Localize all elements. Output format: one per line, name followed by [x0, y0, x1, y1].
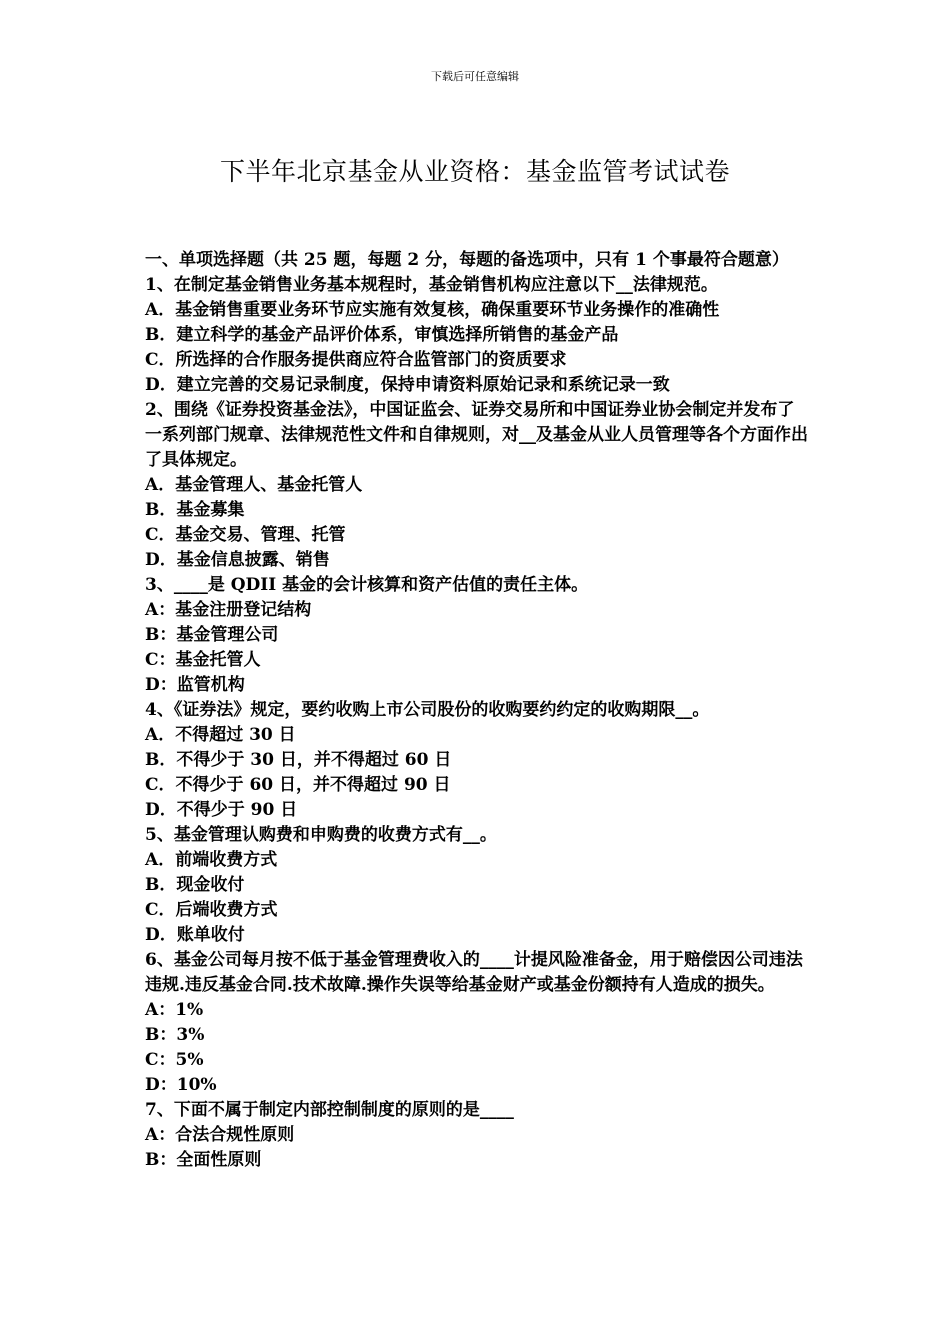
- document-title: 下半年北京基金从业资格：基金监管考试试卷: [219, 157, 730, 186]
- question-1-option-b: B．建立科学的基金产品评价体系，审慎选择所销售的基金产品: [145, 325, 619, 345]
- question-1-option-d: D．建立完善的交易记录制度，保持申请资料原始记录和系统记录一致: [145, 375, 670, 395]
- question-6-option-b: B：3%: [145, 1025, 205, 1045]
- question-1-option-a: A．基金销售重要业务环节应实施有效复核，确保重要环节业务操作的准确性: [145, 300, 720, 320]
- question-3: 3、____是 QDII 基金的会计核算和资产估值的责任主体。: [145, 575, 589, 595]
- question-5-option-b: B．现金收付: [145, 875, 245, 895]
- question-3-option-c: C：基金托管人: [145, 650, 261, 670]
- exam-content: [145, 248, 810, 1173]
- question-1: 1、在制定基金销售业务基本规程时，基金销售机构应注意以下__法律规范。: [145, 275, 718, 295]
- question-7: 7、下面不属于制定内部控制制度的原则的是____: [145, 1100, 514, 1120]
- question-5-option-d: D．账单收付: [145, 925, 245, 945]
- question-2-option-b: B．基金募集: [145, 500, 245, 520]
- question-3-option-d: D：监管机构: [145, 675, 245, 695]
- question-6-option-d: D：10%: [145, 1075, 217, 1095]
- question-3-option-b: B：基金管理公司: [145, 625, 279, 645]
- question-7-option-b: B：全面性原则: [145, 1150, 262, 1170]
- question-1-option-c: C．所选择的合作服务提供商应符合监管部门的资质要求: [145, 350, 567, 370]
- question-5: 5、基金管理认购费和申购费的收费方式有__。: [145, 825, 497, 845]
- question-5-option-c: C．后端收费方式: [145, 900, 278, 920]
- question-4-option-b: B．不得少于 30 日，并不得超过 60 日: [145, 750, 452, 770]
- section-heading: 一、单项选择题（共 25 题，每题 2 分，每题的备选项中，只有 1 个事最符合题意）: [145, 250, 789, 270]
- question-4: 4、《证券法》规定，要约收购上市公司股份的收购要约约定的收购期限__。: [145, 700, 710, 720]
- question-2-option-a: A．基金管理人、基金托管人: [145, 475, 363, 495]
- question-4-option-c: C．不得少于 60 日，并不得超过 90 日: [145, 775, 451, 795]
- question-2-option-c: C．基金交易、管理、托管: [145, 525, 346, 545]
- question-4-option-d: D．不得少于 90 日: [145, 800, 298, 820]
- question-2-option-d: D．基金信息披露、销售: [145, 550, 330, 570]
- question-6: 6、基金公司每月按不低于基金管理费收入的____计提风险准备金，用于赔偿因公司违法违规.违反基金合同.技术故障.操作失误等给基金财产或基金份额持有人造成的损失。: [145, 950, 803, 995]
- question-3-option-a: A：基金注册登记结构: [145, 600, 312, 620]
- question-7-option-a: A：合法合规性原则: [145, 1125, 295, 1145]
- question-4-option-a: A．不得超过 30 日: [145, 725, 296, 745]
- question-5-option-a: A．前端收费方式: [145, 850, 278, 870]
- question-6-option-c: C：5%: [145, 1050, 204, 1070]
- question-6-option-a: A：1%: [145, 1000, 204, 1020]
- question-2: 2、围绕《证券投资基金法》，中国证监会、证券交易所和中国证券业协会制定并发布了一系列部门规章、法律规范性文件和自律规则，对__及基金从业人员管理等各个方面作出了具体规定。: [145, 400, 808, 470]
- header-note: 下载后可任意编辑: [431, 70, 519, 83]
